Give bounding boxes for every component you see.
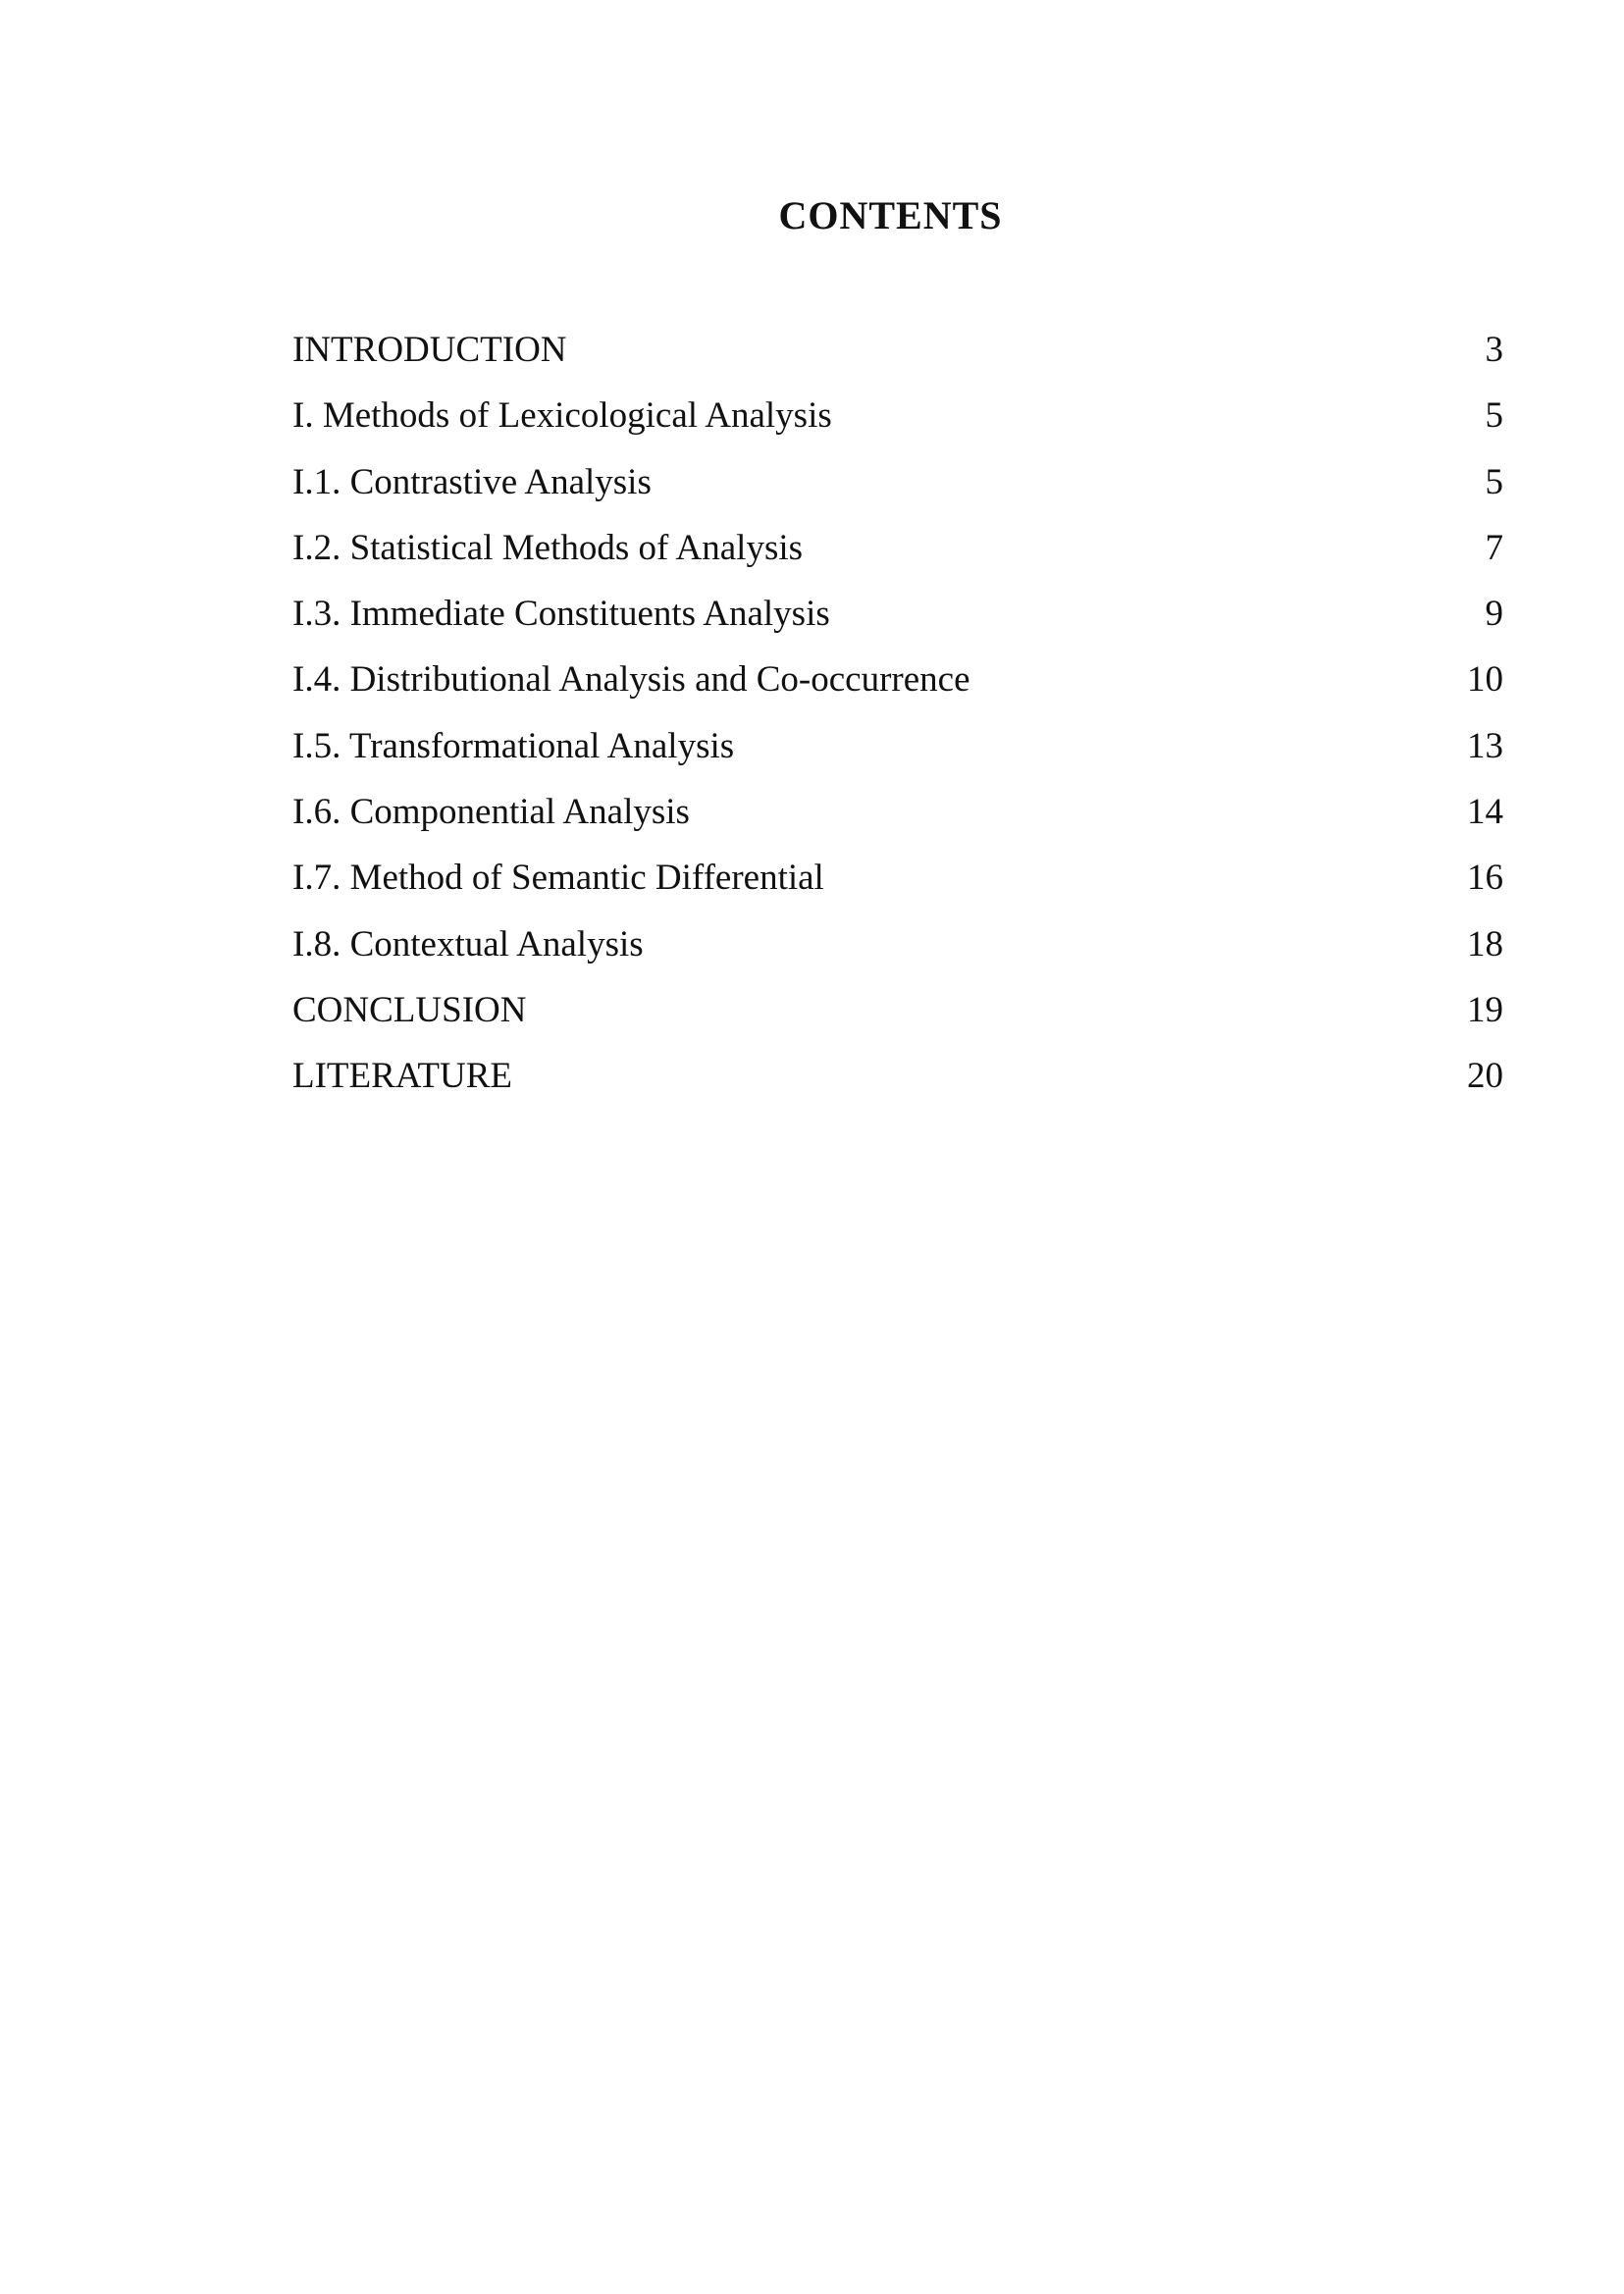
toc-entry-page-number: 5 (1485, 461, 1503, 502)
toc-entry-label: I.3. Immediate Constituents Analysis (292, 594, 830, 635)
toc-entry-page-number: 7 (1485, 527, 1503, 568)
page-title: CONTENTS (778, 193, 1003, 237)
toc-entry-methods-of-lexicological-analysis (292, 383, 1503, 448)
toc-entry-label: I.2. Statistical Methods of Analysis (292, 527, 804, 568)
toc-entry-contrastive-analysis (292, 449, 1503, 515)
toc-entry-transformational-analysis (292, 713, 1503, 779)
toc-entry-label: INTRODUCTION (292, 330, 567, 370)
toc-entry-label: I.6. Componential Analysis (292, 792, 690, 833)
toc-entry-label: I.7. Method of Semantic Differential (292, 858, 824, 899)
toc-entry-page-number: 14 (1467, 792, 1503, 833)
toc-entry-introduction (292, 317, 1503, 383)
toc-entry-page-number: 18 (1467, 923, 1503, 965)
toc-entry-page-number: 19 (1467, 989, 1503, 1030)
toc-entry-literature (292, 1043, 1503, 1109)
toc-entry-distributional-analysis (292, 647, 1503, 712)
toc-entry-page-number: 13 (1467, 725, 1503, 766)
toc-entry-componential-analysis (292, 779, 1503, 845)
toc-entry-immediate-constituents (292, 581, 1503, 647)
toc-entry-label: CONCLUSION (292, 989, 527, 1030)
toc-entry-contextual-analysis (292, 912, 1503, 977)
toc-entry-label: I.5. Transformational Analysis (292, 725, 735, 766)
toc-entry-page-number: 3 (1485, 330, 1503, 370)
toc-entry-page-number: 20 (1467, 1056, 1503, 1097)
table-of-contents (292, 317, 1503, 1110)
toc-entry-label: I.8. Contextual Analysis (292, 923, 644, 965)
toc-entry-page-number: 16 (1467, 858, 1503, 899)
toc-entry-semantic-differential (292, 845, 1503, 911)
toc-entry-label: I. Methods of Lexicological Analysis (292, 395, 832, 437)
toc-entry-label: I.4. Distributional Analysis and Co-occurrence (292, 659, 970, 701)
toc-entry-label: I.1. Contrastive Analysis (292, 461, 652, 502)
toc-entry-statistical-methods (292, 515, 1503, 581)
toc-entry-label: LITERATURE (292, 1056, 513, 1097)
toc-entry-page-number: 5 (1485, 395, 1503, 437)
toc-entry-page-number: 10 (1467, 659, 1503, 701)
toc-entry-page-number: 9 (1485, 594, 1503, 635)
toc-entry-conclusion (292, 977, 1503, 1043)
